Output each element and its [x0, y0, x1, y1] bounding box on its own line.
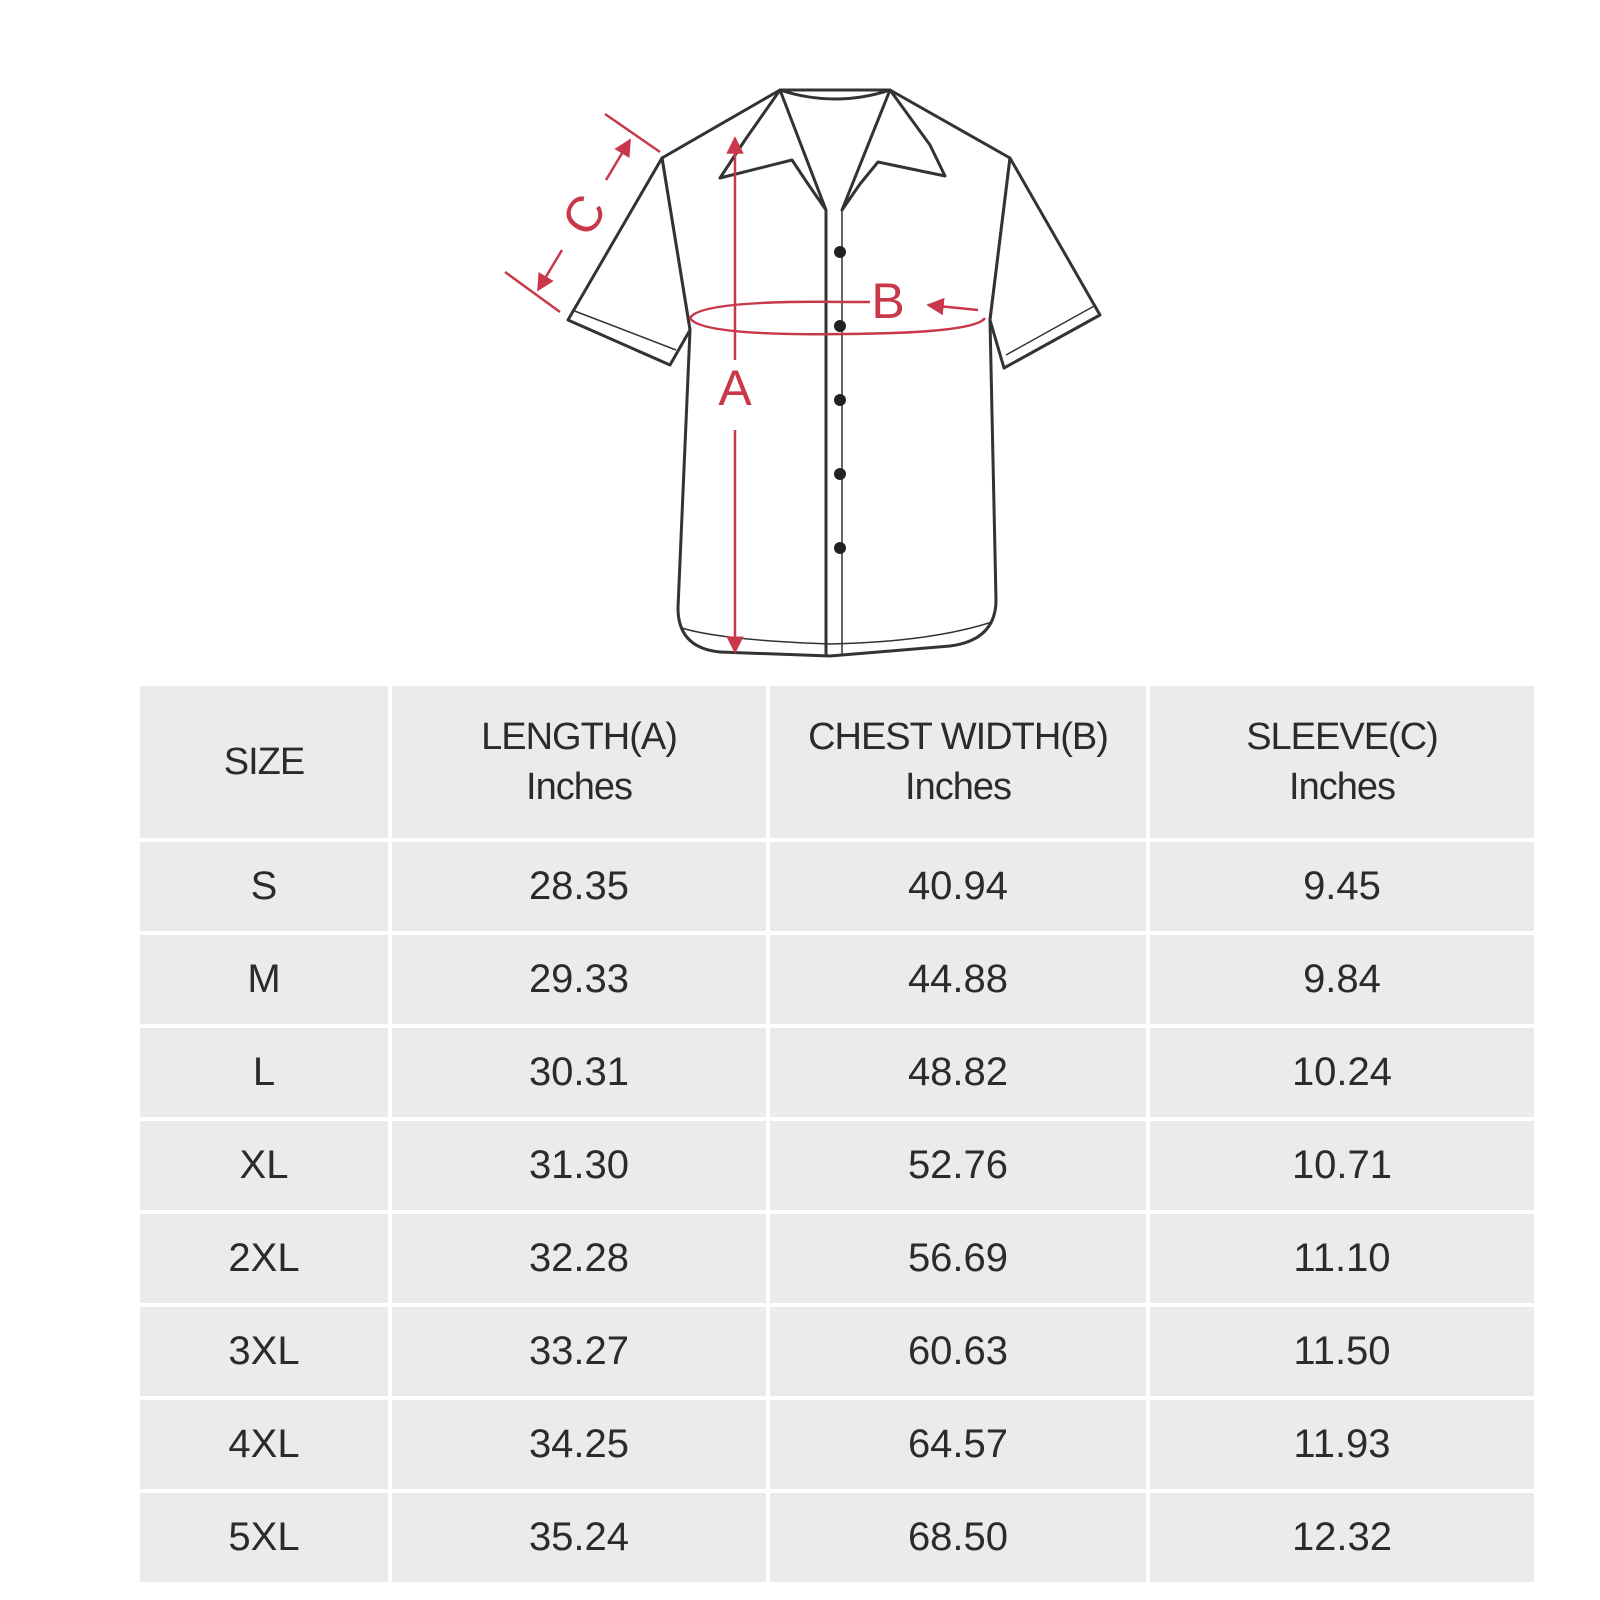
- cell-sleeve: 10.24: [1148, 1026, 1534, 1119]
- cell-sleeve: 11.93: [1148, 1398, 1534, 1491]
- cell-size: 3XL: [140, 1305, 390, 1398]
- cell-sleeve: 12.32: [1148, 1491, 1534, 1584]
- cell-chest: 48.82: [768, 1026, 1148, 1119]
- shirt-button: [834, 246, 846, 258]
- cell-sleeve: 10.71: [1148, 1119, 1534, 1212]
- size-chart-table: [140, 686, 1534, 1586]
- cell-size: S: [140, 840, 390, 933]
- header-chest-width: CHEST WIDTH(B) Inches: [768, 686, 1148, 840]
- shirt-outline: [568, 90, 1100, 656]
- cell-length: 31.30: [390, 1119, 768, 1212]
- cell-length: 30.31: [390, 1026, 768, 1119]
- header-length: LENGTH(A) Inches: [390, 686, 768, 840]
- label-b: B: [871, 273, 905, 329]
- cell-chest: 44.88: [768, 933, 1148, 1026]
- header-size: SIZE: [140, 686, 390, 840]
- table-row: [140, 1491, 1534, 1584]
- cell-size: 5XL: [140, 1491, 390, 1584]
- cell-sleeve: 9.84: [1148, 933, 1534, 1026]
- shirt-button: [834, 394, 846, 406]
- cell-size: XL: [140, 1119, 390, 1212]
- cell-length: 35.24: [390, 1491, 768, 1584]
- table-header-row: [140, 686, 1534, 840]
- cell-chest: 68.50: [768, 1491, 1148, 1584]
- shirt-button: [834, 542, 846, 554]
- shirt-button: [834, 468, 846, 480]
- table-row: [140, 1119, 1534, 1212]
- cell-length: 33.27: [390, 1305, 768, 1398]
- cell-sleeve: 11.50: [1148, 1305, 1534, 1398]
- cell-size: 4XL: [140, 1398, 390, 1491]
- cell-length: 29.33: [390, 933, 768, 1026]
- cell-chest: 56.69: [768, 1212, 1148, 1305]
- header-sleeve: SLEEVE(C) Inches: [1148, 686, 1534, 840]
- cell-size: 2XL: [140, 1212, 390, 1305]
- cell-sleeve: 11.10: [1148, 1212, 1534, 1305]
- table-row: [140, 1212, 1534, 1305]
- table-row: [140, 1026, 1534, 1119]
- cell-length: 28.35: [390, 840, 768, 933]
- table-row: [140, 933, 1534, 1026]
- cell-chest: 60.63: [768, 1305, 1148, 1398]
- cell-chest: 40.94: [768, 840, 1148, 933]
- cell-chest: 64.57: [768, 1398, 1148, 1491]
- cell-size: L: [140, 1026, 390, 1119]
- cell-chest: 52.76: [768, 1119, 1148, 1212]
- label-a: A: [718, 360, 752, 416]
- shirt-button: [834, 320, 846, 332]
- label-c: C: [550, 184, 618, 246]
- table-row: [140, 1305, 1534, 1398]
- table-row: [140, 1398, 1534, 1491]
- cell-sleeve: 9.45: [1148, 840, 1534, 933]
- cell-length: 34.25: [390, 1398, 768, 1491]
- cell-length: 32.28: [390, 1212, 768, 1305]
- cell-size: M: [140, 933, 390, 1026]
- shirt-measurement-diagram: [0, 0, 1600, 680]
- table-row: [140, 840, 1534, 933]
